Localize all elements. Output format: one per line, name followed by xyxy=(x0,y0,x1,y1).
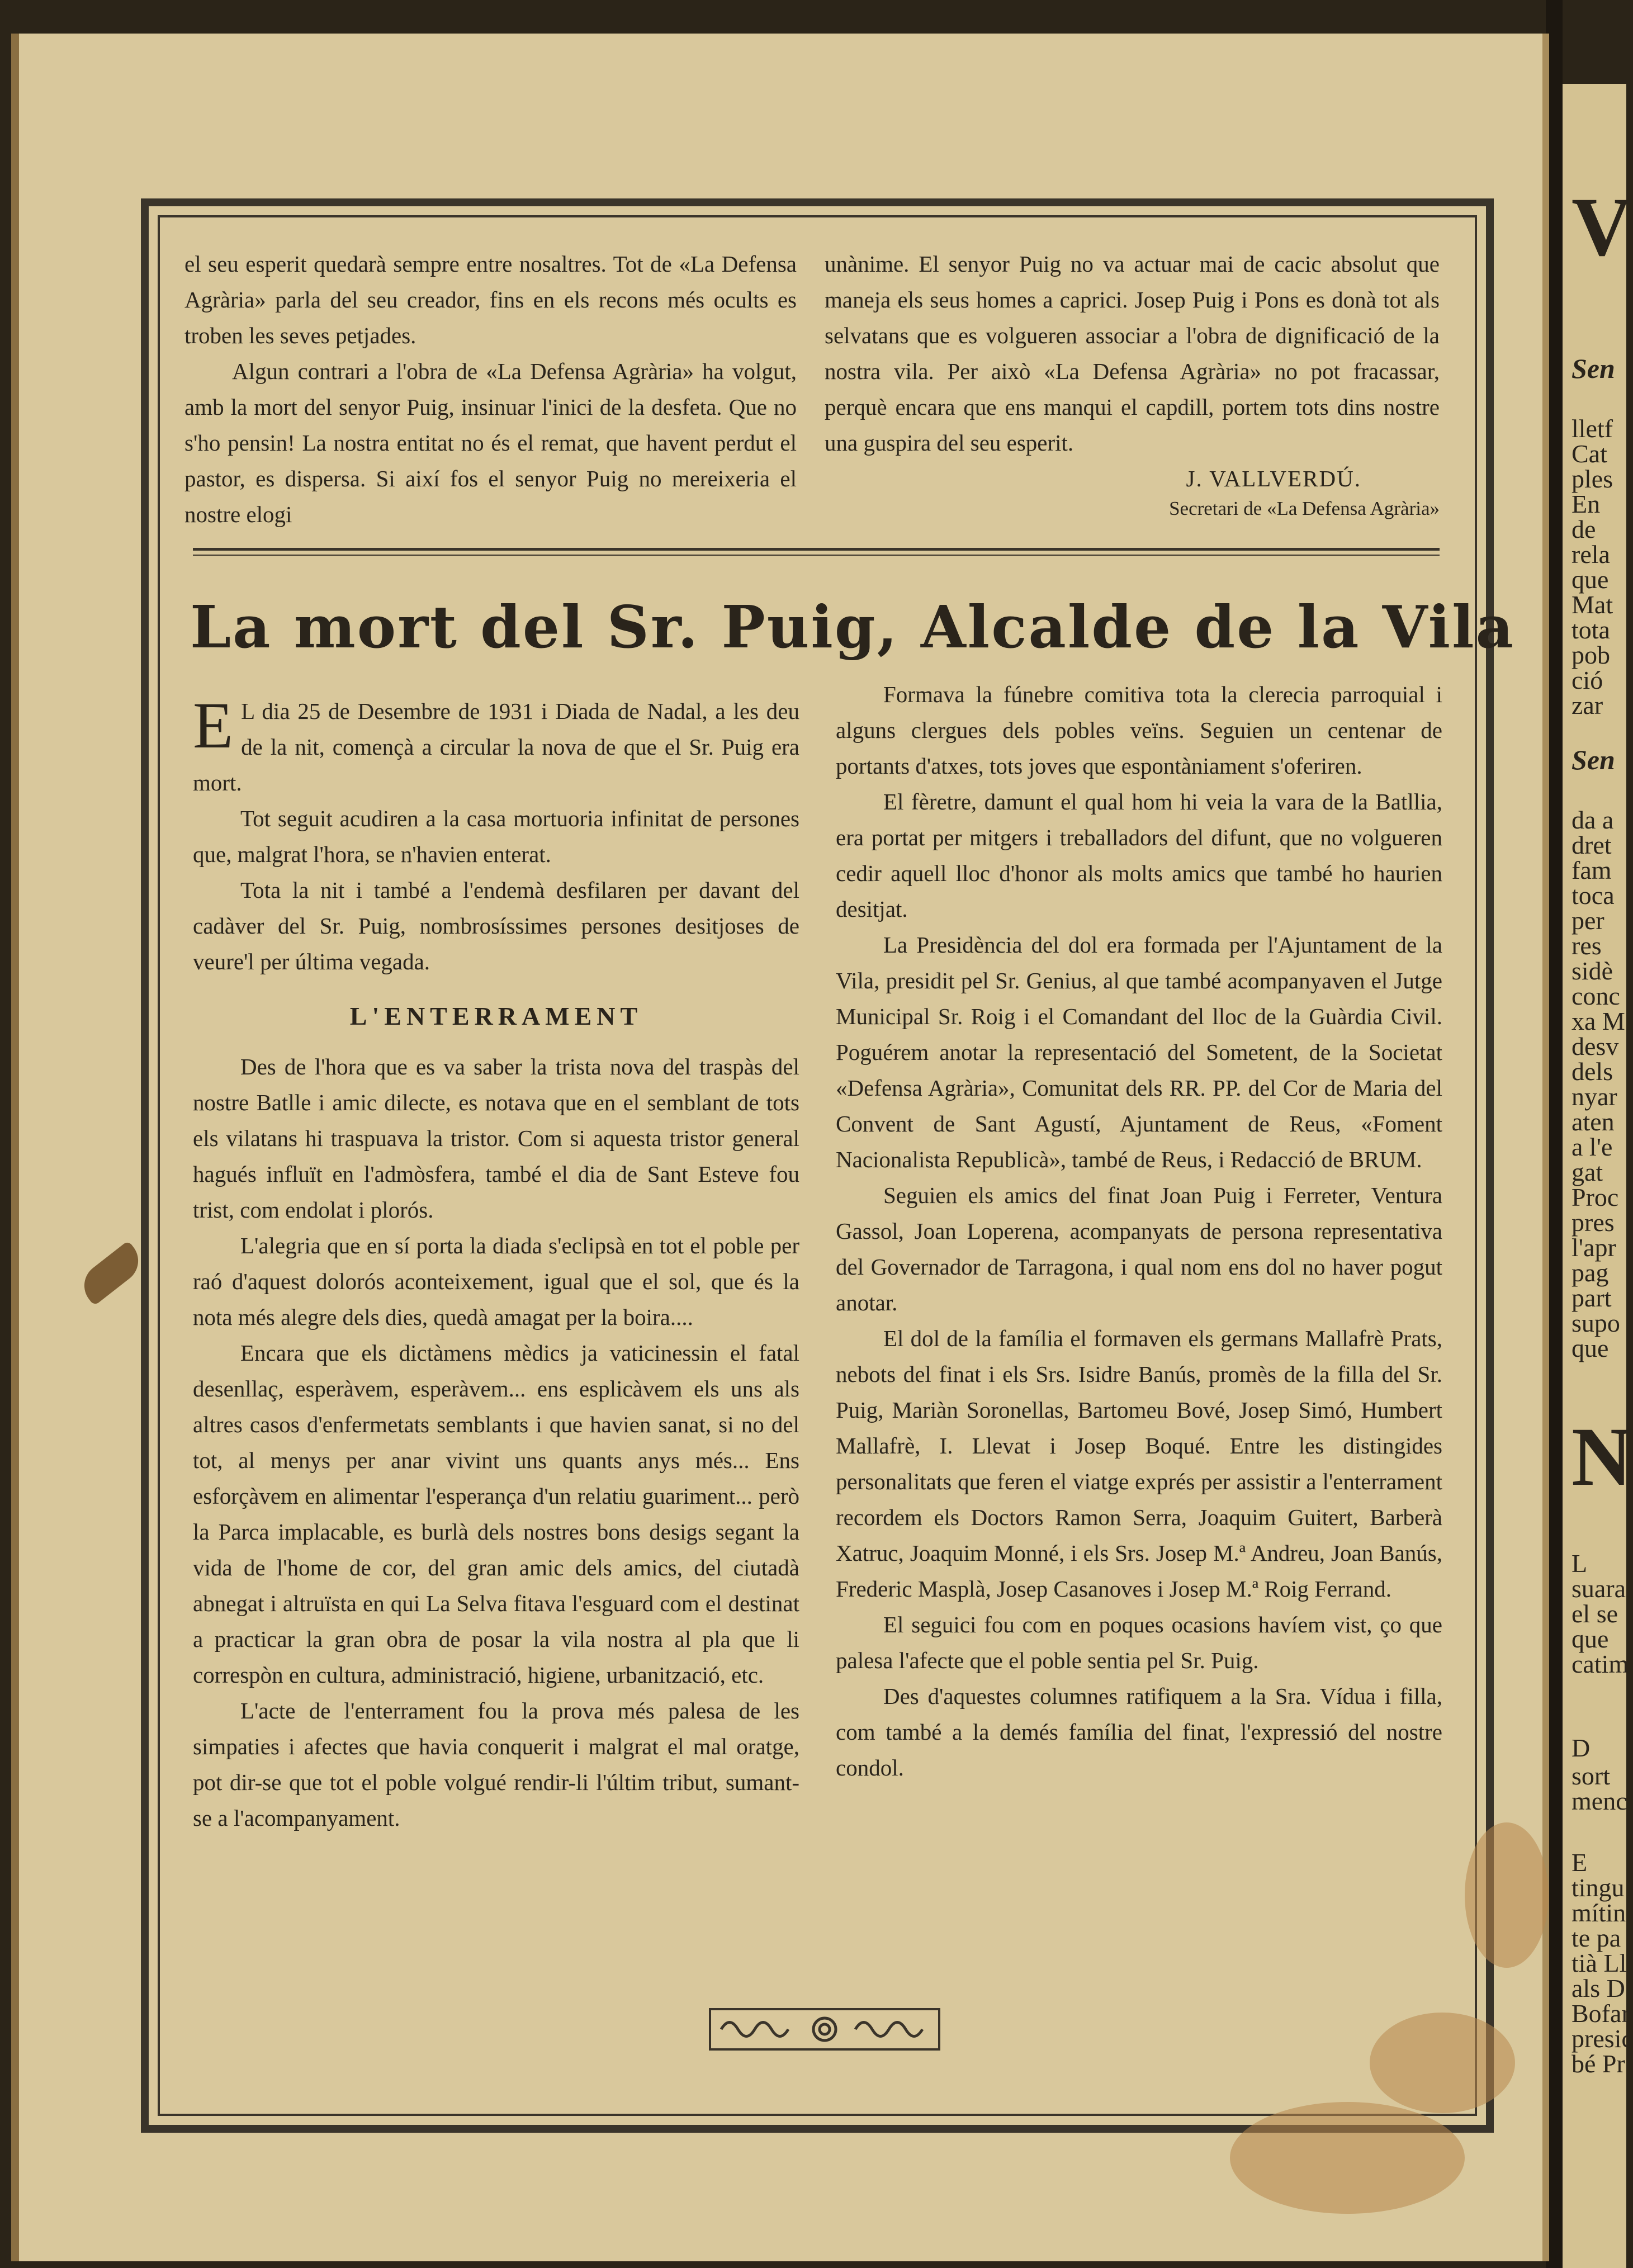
water-stain xyxy=(1465,1822,1549,1968)
paragraph: Des d'aquestes columnes ratifiquem a la Sra. Vídua i filla, com també a la demés família del finat, l'expressió del nostre condol. xyxy=(836,1683,1442,1781)
decorative-ornament xyxy=(710,2007,939,2052)
article-col-right xyxy=(836,676,1442,1786)
ink-mark xyxy=(75,1240,147,1306)
neighbor-fragment: dret xyxy=(1572,831,1612,859)
neighbor-fragment: En xyxy=(1572,490,1601,518)
neighbor-fragment: V xyxy=(1572,181,1632,273)
neighbor-fragment: aten xyxy=(1572,1107,1615,1136)
neighbor-fragment: presic xyxy=(1572,2024,1633,2053)
neighbor-fragment: te pa xyxy=(1572,1924,1621,1952)
neighbor-fragment: res xyxy=(1572,931,1602,960)
neighbor-fragment: bé Pr xyxy=(1572,2049,1625,2078)
water-stain xyxy=(1230,2102,1465,2214)
neighbor-fragment: menc xyxy=(1572,1787,1627,1815)
neighbor-fragment: N xyxy=(1572,1410,1632,1503)
neighbor-fragment: Bofar xyxy=(1572,1999,1630,2028)
neighbor-fragment: catim xyxy=(1572,1650,1629,1678)
neighbor-fragment: mítin xyxy=(1572,1898,1626,1927)
paragraph: Tot seguit acudiren a la casa mortuoria infinitat de persones que, malgrat l'hora, se n'havien enterat. xyxy=(193,806,799,867)
paragraph: El seguici fou com en poques ocasions havíem vist, ço que palesa l'afecte que el poble sentia pel Sr. Puig. xyxy=(836,1612,1442,1673)
paragraph: el seu esperit quedarà sempre entre nosaltres. Tot de «La Defensa Agrària» parla del seu creador, fins en els recons més ocults es troben les seves petjades. xyxy=(184,251,797,348)
neighbor-fragment: D xyxy=(1572,1734,1591,1762)
neighbor-fragment: conc xyxy=(1572,982,1620,1010)
top-col-left xyxy=(184,246,797,532)
paragraph: Algun contrari a l'obra de «La Defensa Agrària» ha volgut, amb la mort del senyor Puig, insinuar l'inici de la desfeta. Que no s'ho pensin! La nostra entitat no és el remat, que havent perdut el pastor, es dispersa. Si així fos el senyor Puig no mereixeria el nostre elogi xyxy=(184,358,797,527)
top-col-right xyxy=(825,246,1440,521)
neighbor-fragment: als D xyxy=(1572,1974,1625,2002)
neighbor-fragment: tota xyxy=(1572,615,1610,644)
neighbor-fragment: pres xyxy=(1572,1208,1615,1237)
section-rule xyxy=(193,548,1440,551)
neighbor-fragment: supo xyxy=(1572,1309,1620,1337)
neighbor-fragment: L xyxy=(1572,1549,1588,1578)
paragraph: L dia 25 de Desembre de 1931 i Diada de Nadal, a les deu de la nit, començà a circular la nova de que el Sr. Puig era mort. xyxy=(193,698,799,796)
article-col-left xyxy=(193,689,799,1836)
neighbor-fragment: Proc xyxy=(1572,1183,1619,1211)
neighbor-fragment: que xyxy=(1572,565,1609,594)
paragraph: L'alegria que en sí porta la diada s'eclipsà en tot el poble per raó d'aquest dolorós aconteixement, igual que el sol, que és la nota més alegre dels dies, quedà amagat per la boira.... xyxy=(193,1233,799,1330)
neighbor-fragment: lletf xyxy=(1572,414,1613,443)
neighbor-fragment: suara xyxy=(1572,1574,1626,1603)
paragraph: La Presidència del dol era formada per l'Ajuntament de la Vila, presidit pel Sr. Genius, al que també acompanyaven el Jutge Municipal Sr. Roig i el Comandant del lloc de la Guàrdia Civil. Poguérem anotar la representació del Sometent, de la Societat «Defensa Agrària», Comunitat dels RR. PP. del Cor de Maria del Convent de Sant Agustí, Ajuntament de Reus, «Foment Nacionalista Republicà», també de Reus, i Redacció de BRUM. xyxy=(836,932,1442,1172)
paragraph: El fèretre, damunt el qual hom hi veia la vara de la Batllia, era portat per mitgers i treballadors del difunt, que no volgueren cedir aquell lloc d'honor als molts amics que també ho haurien desitjat. xyxy=(836,789,1442,922)
neighbor-fragment: Sen xyxy=(1572,744,1615,775)
neighbor-fragment: zar xyxy=(1572,691,1603,719)
neighbor-fragment: nyar xyxy=(1572,1082,1617,1111)
neighbor-fragment: que xyxy=(1572,1625,1609,1653)
section-rule-thin xyxy=(193,555,1440,556)
neighbor-fragment: rela xyxy=(1572,540,1610,569)
neighbor-fragment: l'apr xyxy=(1572,1233,1616,1262)
neighbor-fragment: tià Ll xyxy=(1572,1949,1627,1977)
neighbor-fragment: gat xyxy=(1572,1158,1603,1186)
paragraph: Seguien els amics del finat Joan Puig i Ferreter, Ventura Gassol, Joan Loperena, acompanyats de persona representativa del Governador de Tarragona, i qual nom ens dol no haver pogut anotar. xyxy=(836,1182,1442,1315)
neighbor-fragment: desv xyxy=(1572,1032,1619,1060)
neighbor-fragment: xa M xyxy=(1572,1007,1625,1035)
neighbor-fragment: Mat xyxy=(1572,590,1613,619)
signature-name: J. VALLVERDÚ. xyxy=(1186,466,1361,491)
drop-cap: E xyxy=(193,689,234,762)
neighbor-fragment: ples xyxy=(1572,465,1613,493)
neighbor-fragment: E xyxy=(1572,1848,1588,1877)
neighbor-fragment: pob xyxy=(1572,641,1610,669)
neighbor-fragment: da a xyxy=(1572,806,1614,834)
neighbor-fragment: pag xyxy=(1572,1258,1609,1287)
neighbor-page-edge xyxy=(1563,84,1633,2268)
paragraph: Tota la nit i també a l'endemà desfilaren per davant del cadàver del Sr. Puig, nombrosíssimes persones desitjoses de veure'l per última vegada. xyxy=(193,877,799,974)
paragraph: Encara que els dictàmens mèdics ja vaticinessin el fatal desenllaç, esperàvem, esperàvem... ens esplicàvem els uns als altres casos d'enfermetats semblants i que havien sanat, si no del tot, al menys per anar vivint uns quants anys més... Ens esforçàvem en alimentar l'esperança d'un relatiu guariment... però la Parca implacable, es burlà dels nostres bons desigs segant la vida de l'home de cor, del gran amic dels amics, del ciutadà abnegat i altruïsta en qui La Selva fitava l'esguard com el destinat a practicar la gran obra de posar la vila nostra al pla que li correspòn en cultura, administració, higiene, urbanització, etc. xyxy=(193,1340,799,1688)
neighbor-fragment: toca xyxy=(1572,881,1615,910)
article-headline: La mort del Sr. Puig, Alcalde de la Vila xyxy=(190,593,1515,661)
neighbor-fragment: dels xyxy=(1572,1057,1613,1086)
neighbor-fragment: el se xyxy=(1572,1599,1618,1628)
neighbor-fragment: de xyxy=(1572,515,1596,543)
neighbor-fragment: part xyxy=(1572,1284,1612,1312)
paragraph: unànime. El senyor Puig no va actuar mai de cacic absolut que maneja els seus homes a caprici. Josep Puig i Pons es donà tot als selvatans que es volgueren associar a l'obra de dignificació de la nostra vila. Per això «La Defensa Agrària» no pot fracassar, perquè encara que ens manqui el capdill, portem tots dins nostre una guspira del seu esperit. xyxy=(825,251,1440,456)
paragraph: Formava la fúnebre comitiva tota la clerecia parroquial i alguns clergues dels pobles veïns. Seguien un centenar de portants d'atxes, tots joves que espontàniament s'oferiren. xyxy=(836,681,1442,779)
neighbor-fragment: tingu xyxy=(1572,1873,1625,1902)
paragraph: L'acte de l'enterrament fou la prova més palesa de les simpaties i afectes que havia conquerit i malgrat el mal oratge, pot dir-se que tot el poble volgué rendir-li l'últim tribut, sumant-se a l'acompanyament. xyxy=(193,1698,799,1831)
section-subhead: L'ENTERRAMENT xyxy=(349,1002,643,1030)
neighbor-fragment: Cat xyxy=(1572,439,1607,468)
neighbor-fragment: sidè xyxy=(1572,957,1613,985)
neighbor-fragment: a l'e xyxy=(1572,1133,1613,1161)
neighbor-fragment: sort xyxy=(1572,1762,1610,1790)
neighbor-fragment: ció xyxy=(1572,666,1603,694)
neighbor-fragment: Sen xyxy=(1572,353,1615,384)
paragraph: Des de l'hora que es va saber la trista nova del traspàs del nostre Batlle i amic dilecte, es notava que en el semblant de tots els vilatans hi traspuava la tristor. Com si aquesta tristor general hagués influït en l'admòsfera, també el dia de Sant Esteve fou trist, com endolat i plorós. xyxy=(193,1054,799,1223)
neighbor-fragment: per xyxy=(1572,906,1604,935)
neighbor-fragment: fam xyxy=(1572,856,1612,884)
paragraph: El dol de la família el formaven els germans Mallafrè Prats, nebots del finat i els Srs. Isidre Banús, promès de la filla del Sr. Puig, Mariàn Soronellas, Bartomeu Bové, Josep Simó, Humbert Mallafrè, I. Llevat i Josep Boqué. Entre les distingides personalitats que feren el viatge exprés per assistir a l'enterrament recordem els Doctors Ramon Serra, Joaquim Guitert, Barberà Xatruc, Joaquim Monné, i els Srs. Josep M.ª Andreu, Joan Banús, Frederic Masplà, Josep Casanoves i Josep M.ª Roig Ferrand. xyxy=(836,1325,1442,1602)
signature-role: Secretari de «La Defensa Agrària» xyxy=(1169,498,1440,519)
water-stain xyxy=(1370,2013,1515,2113)
neighbor-fragment: que xyxy=(1572,1334,1609,1362)
